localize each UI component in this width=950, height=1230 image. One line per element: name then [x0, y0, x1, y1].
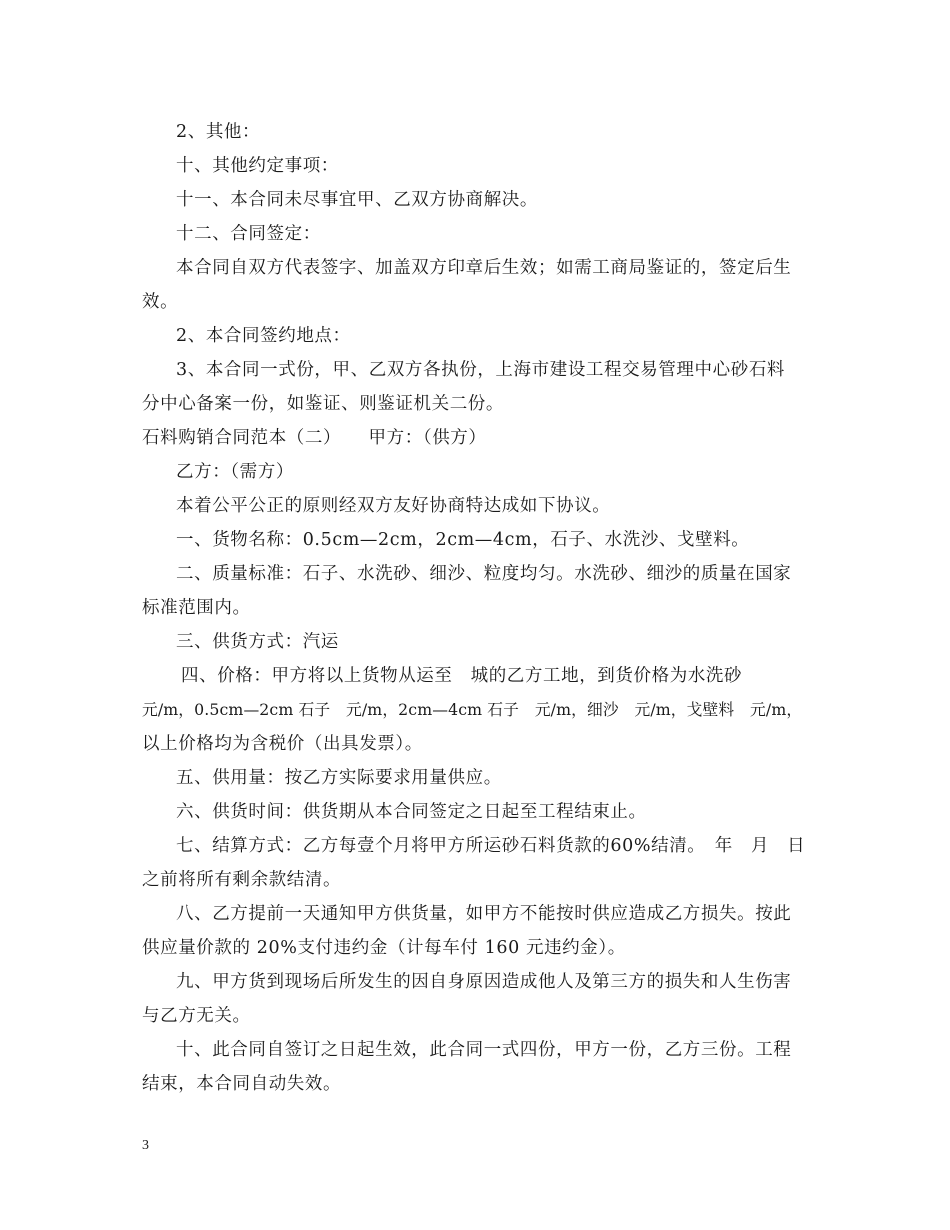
text-line: 三、供货方式：汽运	[176, 632, 339, 652]
text-line: 四、价格：甲方将以上货物从运至 城的乙方工地，到货价格为水洗砂	[181, 666, 743, 686]
text-line: 一、货物名称：0.5cm—2cm，2cm—4cm，石子、水洗沙、戈壁料。	[176, 530, 750, 550]
text-line: 效。	[142, 292, 179, 312]
text-line: 十、此合同自签订之日起生效，此合同一式四份，甲方一份，乙方三份。工程	[176, 1040, 792, 1060]
text-line: 结束，本合同自动失效。	[142, 1074, 342, 1094]
text-line: 标准范围内。	[142, 598, 251, 618]
text-line: 本着公平公正的原则经双方友好协商特达成如下协议。	[176, 496, 611, 516]
text-line: 八、乙方提前一天通知甲方供货量，如甲方不能按时供应造成乙方损失。按此	[176, 904, 792, 924]
text-line: 二、质量标准：石子、水洗砂、细沙、粒度均匀。水洗砂、细沙的质量在国家	[176, 564, 792, 584]
text-line: 以上价格均为含税价（出具发票）。	[142, 734, 423, 754]
text-line: 十一、本合同未尽事宜甲、乙双方协商解决。	[176, 190, 538, 210]
text-line: 六、供货时间：供货期从本合同签定之日起至工程结束止。	[176, 802, 647, 822]
text-line: 与乙方无关。	[142, 1006, 251, 1026]
text-line: 分中心备案一份，如鉴证、则鉴证机关二份。	[142, 394, 504, 414]
text-line: 3、本合同一式份，甲、乙双方各执份，上海市建设工程交易管理中心砂石料	[176, 360, 786, 380]
text-line: 十、其他约定事项：	[176, 156, 339, 176]
text-line: 九、甲方货到现场后所发生的因自身原因造成他人及第三方的损失和人生伤害	[176, 972, 792, 992]
section-heading: 石料购销合同范本（二） 甲方：（供方）	[142, 428, 487, 448]
text-line: 十二、合同签定：	[176, 224, 321, 244]
text-line: 元/m，0.5cm—2cm 石子 元/m，2cm—4cm 石子 元/m，细沙 元/m，戈壁料 元/m，	[142, 700, 803, 719]
text-line: 本合同自双方代表签字、加盖双方印章后生效；如需工商局鉴证的，签定后生	[176, 258, 792, 278]
text-line: 2、其他：	[176, 122, 261, 142]
page-number: 3	[142, 1138, 149, 1153]
text-line: 供应量价款的 20%支付违约金（计每车付 160 元违约金）。	[142, 938, 626, 958]
text-line: 五、供用量：按乙方实际要求用量供应。	[176, 768, 502, 788]
text-line: 七、结算方式：乙方每壹个月将甲方所运砂石料货款的60%结清。 年 月 日	[176, 836, 806, 856]
text-line: 乙方：（需方）	[176, 462, 294, 482]
text-line: 2、本合同签约地点：	[176, 326, 351, 346]
text-line: 之前将所有剩余款结清。	[142, 870, 342, 890]
